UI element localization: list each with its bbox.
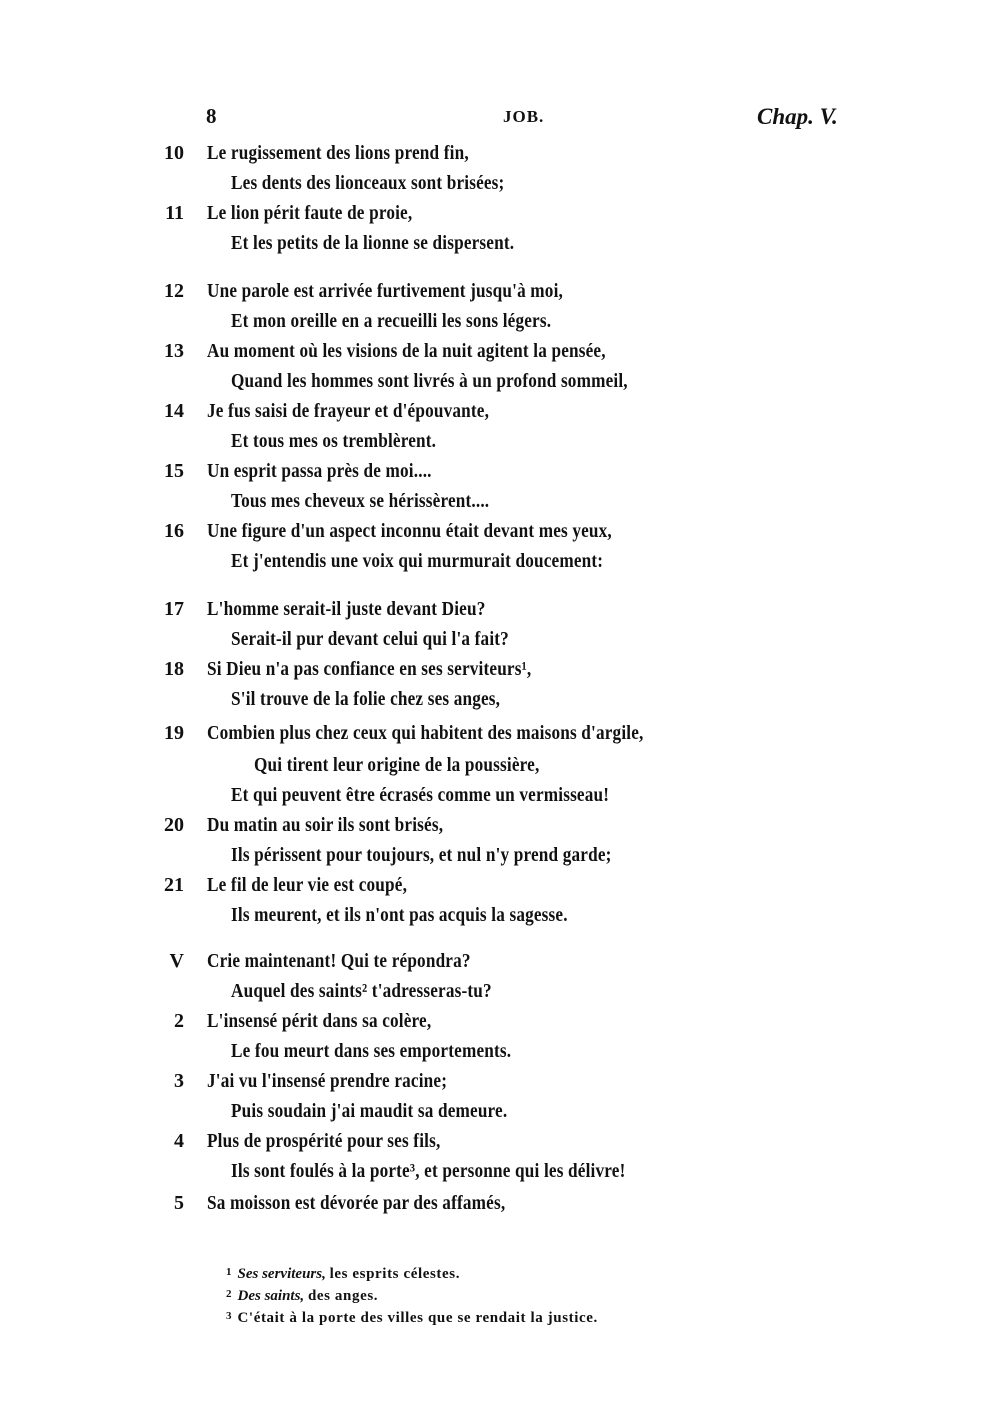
verse-line [0, 1038, 1000, 1068]
verse-number: 18 [164, 658, 184, 680]
verse-text-line: Crie maintenant! Qui te répondra? [207, 950, 471, 972]
verse-line [0, 842, 1000, 872]
book-title: JOB. [503, 107, 545, 126]
verse-text-line: Et qui peuvent être écrasés comme un vermisseau! [231, 784, 610, 806]
verse-text-line: Quand les hommes sont livrés à un profond sommeil, [231, 370, 628, 392]
verse-text-line: Et les petits de la lionne se dispersent. [231, 232, 515, 254]
verse-text-line: Ils meurent, et ils n'ont pas acquis la sagesse. [231, 904, 568, 926]
verse-text-line: Plus de prospérité pour ses fils, [207, 1130, 441, 1152]
verse-text-line: L'homme serait-il juste devant Dieu? [207, 598, 486, 620]
verse-line [0, 548, 1000, 578]
verse-text-line: Auquel des saints² t'adresseras-tu? [231, 980, 492, 1002]
verse-line [0, 1008, 1000, 1038]
footnote [226, 1310, 598, 1332]
verse-line [0, 518, 1000, 548]
footnote-mark: 2 [226, 1288, 232, 1300]
verse-line [0, 1068, 1000, 1098]
verse-text-line: Si Dieu n'a pas confiance en ses serviteurs¹, [207, 658, 532, 680]
verse-line [0, 308, 1000, 338]
footnote-mark: 3 [226, 1310, 232, 1322]
verse-text-line: Tous mes cheveux se hérissèrent.... [231, 490, 490, 512]
verse-text-line: Je fus saisi de frayeur et d'épouvante, [207, 400, 490, 422]
verse-line [0, 278, 1000, 308]
verse-line [0, 720, 1000, 750]
verse-number: 21 [164, 874, 184, 896]
verse-line [0, 1158, 1000, 1188]
verse-number: V [169, 950, 184, 972]
verse-line [0, 812, 1000, 842]
verse-text-line: Puis soudain j'ai maudit sa demeure. [231, 1100, 508, 1122]
footnote-term: Ses serviteurs, [237, 1266, 326, 1282]
verse-text-line: S'il trouve de la folie chez ses anges, [231, 688, 501, 710]
verse-number: 11 [165, 202, 184, 224]
footnote-text: les esprits célestes. [329, 1266, 461, 1282]
verse-text-line: Une figure d'un aspect inconnu était devant mes yeux, [207, 520, 612, 542]
verse-line [0, 1128, 1000, 1158]
verse-text-line: Serait-il pur devant celui qui l'a fait? [231, 628, 509, 650]
verse-line [0, 626, 1000, 656]
verse-number: 20 [164, 814, 184, 836]
verse-text-line: Les dents des lionceaux sont brisées; [231, 172, 505, 194]
verse-line [0, 428, 1000, 458]
verse-line [0, 1190, 1000, 1220]
verse-number: 10 [164, 142, 184, 164]
verse-text-line: Du matin au soir ils sont brisés, [207, 814, 444, 836]
footnote-text: C'était à la porte des villes que se rendait la justice. [237, 1310, 598, 1326]
footnote-mark: 1 [226, 1266, 232, 1278]
verse-number: 16 [164, 520, 184, 542]
verse-number: 14 [164, 400, 184, 422]
verse-text-line: Le fil de leur vie est coupé, [207, 874, 408, 896]
verse-text-line: Ils périssent pour toujours, et nul n'y prend garde; [231, 844, 612, 866]
verse-number: 17 [164, 598, 184, 620]
verse-line [0, 656, 1000, 686]
verse-number: 19 [164, 722, 184, 744]
verse-line [0, 338, 1000, 368]
verse-text-line: Sa moisson est dévorée par des affamés, [207, 1192, 506, 1214]
verse-text-line: J'ai vu l'insensé prendre racine; [207, 1070, 448, 1092]
verse-line [0, 872, 1000, 902]
verse-line [0, 948, 1000, 978]
page-number: 8 [206, 104, 217, 128]
verse-line [0, 1098, 1000, 1128]
verse-line [0, 782, 1000, 812]
verse-text-line: Combien plus chez ceux qui habitent des maisons d'argile, [207, 722, 644, 744]
verse-text-line: Et j'entendis une voix qui murmurait doucement: [231, 550, 604, 572]
verse-line [0, 686, 1000, 716]
verse-number: 4 [174, 1130, 184, 1152]
verse-line [0, 902, 1000, 932]
verse-text-line: L'insensé périt dans sa colère, [207, 1010, 432, 1032]
verse-line [0, 488, 1000, 518]
verse-text-line: Le lion périt faute de proie, [207, 202, 413, 224]
verse-text-line: Une parole est arrivée furtivement jusqu'à moi, [207, 280, 564, 302]
chapter-label: Chap. V. [757, 104, 838, 129]
verse-number: 3 [174, 1070, 184, 1092]
verse-line [0, 140, 1000, 170]
verse-text-line: Ils sont foulés à la porte³, et personne qui les délivre! [231, 1160, 626, 1182]
verse-line [0, 170, 1000, 200]
footnote-text: des anges. [307, 1288, 379, 1304]
verse-line [0, 978, 1000, 1008]
verse-text-line: Le fou meurt dans ses emportements. [231, 1040, 512, 1062]
verse-line [0, 398, 1000, 428]
footnote-term: Des saints, [237, 1288, 305, 1304]
verse-text-line: Et tous mes os tremblèrent. [231, 430, 437, 452]
footnote [226, 1266, 460, 1288]
verse-text-line: Un esprit passa près de moi.... [207, 460, 432, 482]
verse-text-line: Le rugissement des lions prend fin, [207, 142, 469, 164]
verse-number: 13 [164, 340, 184, 362]
verse-text-line: Au moment où les visions de la nuit agitent la pensée, [207, 340, 606, 362]
verse-line [0, 596, 1000, 626]
verse-line [0, 230, 1000, 260]
verse-number: 5 [174, 1192, 184, 1214]
verse-line [0, 752, 1000, 782]
verse-number: 15 [164, 460, 184, 482]
verse-line [0, 200, 1000, 230]
verse-line [0, 458, 1000, 488]
verse-text-line: Et mon oreille en a recueilli les sons légers. [231, 310, 552, 332]
verse-line [0, 368, 1000, 398]
page-header [0, 104, 1000, 134]
footnote [226, 1288, 378, 1310]
verse-text-line: Qui tirent leur origine de la poussière, [254, 754, 540, 776]
verse-number: 2 [174, 1010, 184, 1032]
verse-number: 12 [164, 280, 184, 302]
